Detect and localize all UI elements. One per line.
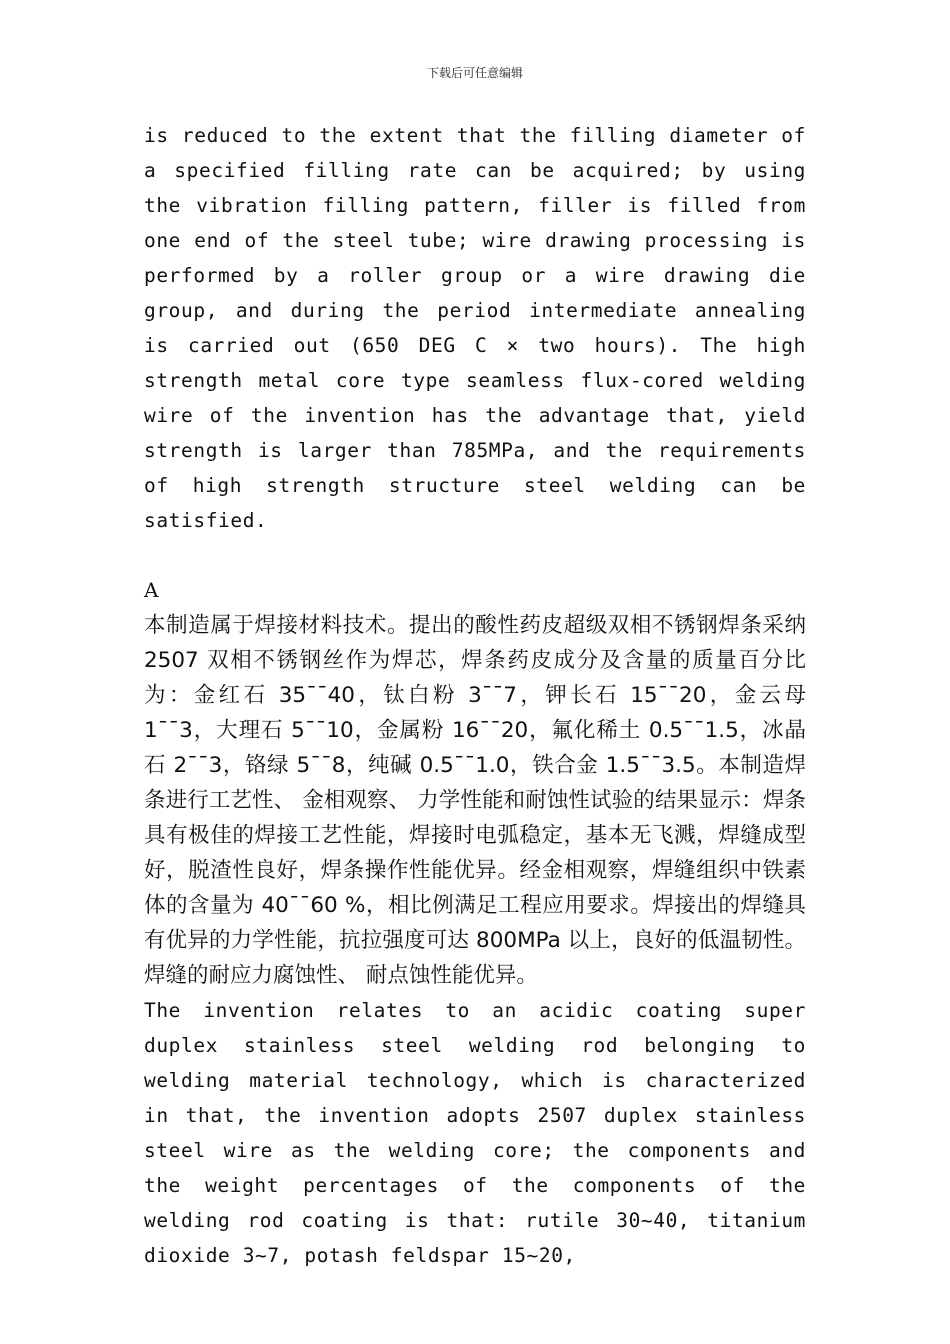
english-paragraph-continued: is reduced to the extent that the filling diameter of a specified filling rate can be acquired; by using the vibration filling pattern, filler is filled from one end of the steel tube; wire drawing processing is performed by a roller group or a wire drawing die group, and during the period intermediate annealing is carried out (650 DEG C × two hours). The high strength metal core type seamless flux-cored welding wire of the invention has the advantage that, yield strength is larger than 785MPa, and the requirements of high strength structure steel welding can be satisfied. [144,124,806,532]
english-abstract-paragraph: The invention relates to an acidic coating super duplex stainless steel welding rod belonging to welding material technology, which is characterized in that, the invention adopts 2507 duplex stainless steel wire as the welding core; the components and the weight percentages of the components of the welding rod coating is that: rutile 30~40, titanium dioxide 3~7, potash feldspar 15~20, [144,999,806,1267]
chinese-abstract-paragraph: 本制造属于焊接材料技术。提出的酸性药皮超级双相不锈钢焊条采纳 2507 双相不锈钢丝作为焊芯，焊条药皮成分及含量的质量百分比为：金红石 35¯¯40，钛白粉 3¯¯7，钾长石 15¯¯20，金云母 1¯¯3，大理石 5¯¯10，金属粉 16¯¯20，氟化稀土 0.5¯¯1.5，冰晶石 2¯¯3，铬绿 5¯¯8，纯碱 0.5¯¯1.0，铁合金 1.5¯¯3.5。本制造焊条进行工艺性、 金相观察、 力学性能和耐蚀性试验的结果显示：焊条具有极佳的焊接工艺性能，焊接时电弧稳定，基本无飞溅，焊缝成型好，脱渣性良好，焊条操作性能优异。经金相观察，焊缝组织中铁素体的含量为 40¯¯60 %，相比例满足工程应用要求。焊接出的焊缝具有优异的力学性能，抗拉强度可达 800MPa 以上，良好的低温韧性。焊缝的耐应力腐蚀性、 耐点蚀性能优异。 [144,613,806,988]
paragraph-spacer [144,538,806,573]
page-header: 下载后可任意编辑 [426,66,523,80]
section-marker: A [144,578,159,602]
document-body [144,118,806,1273]
